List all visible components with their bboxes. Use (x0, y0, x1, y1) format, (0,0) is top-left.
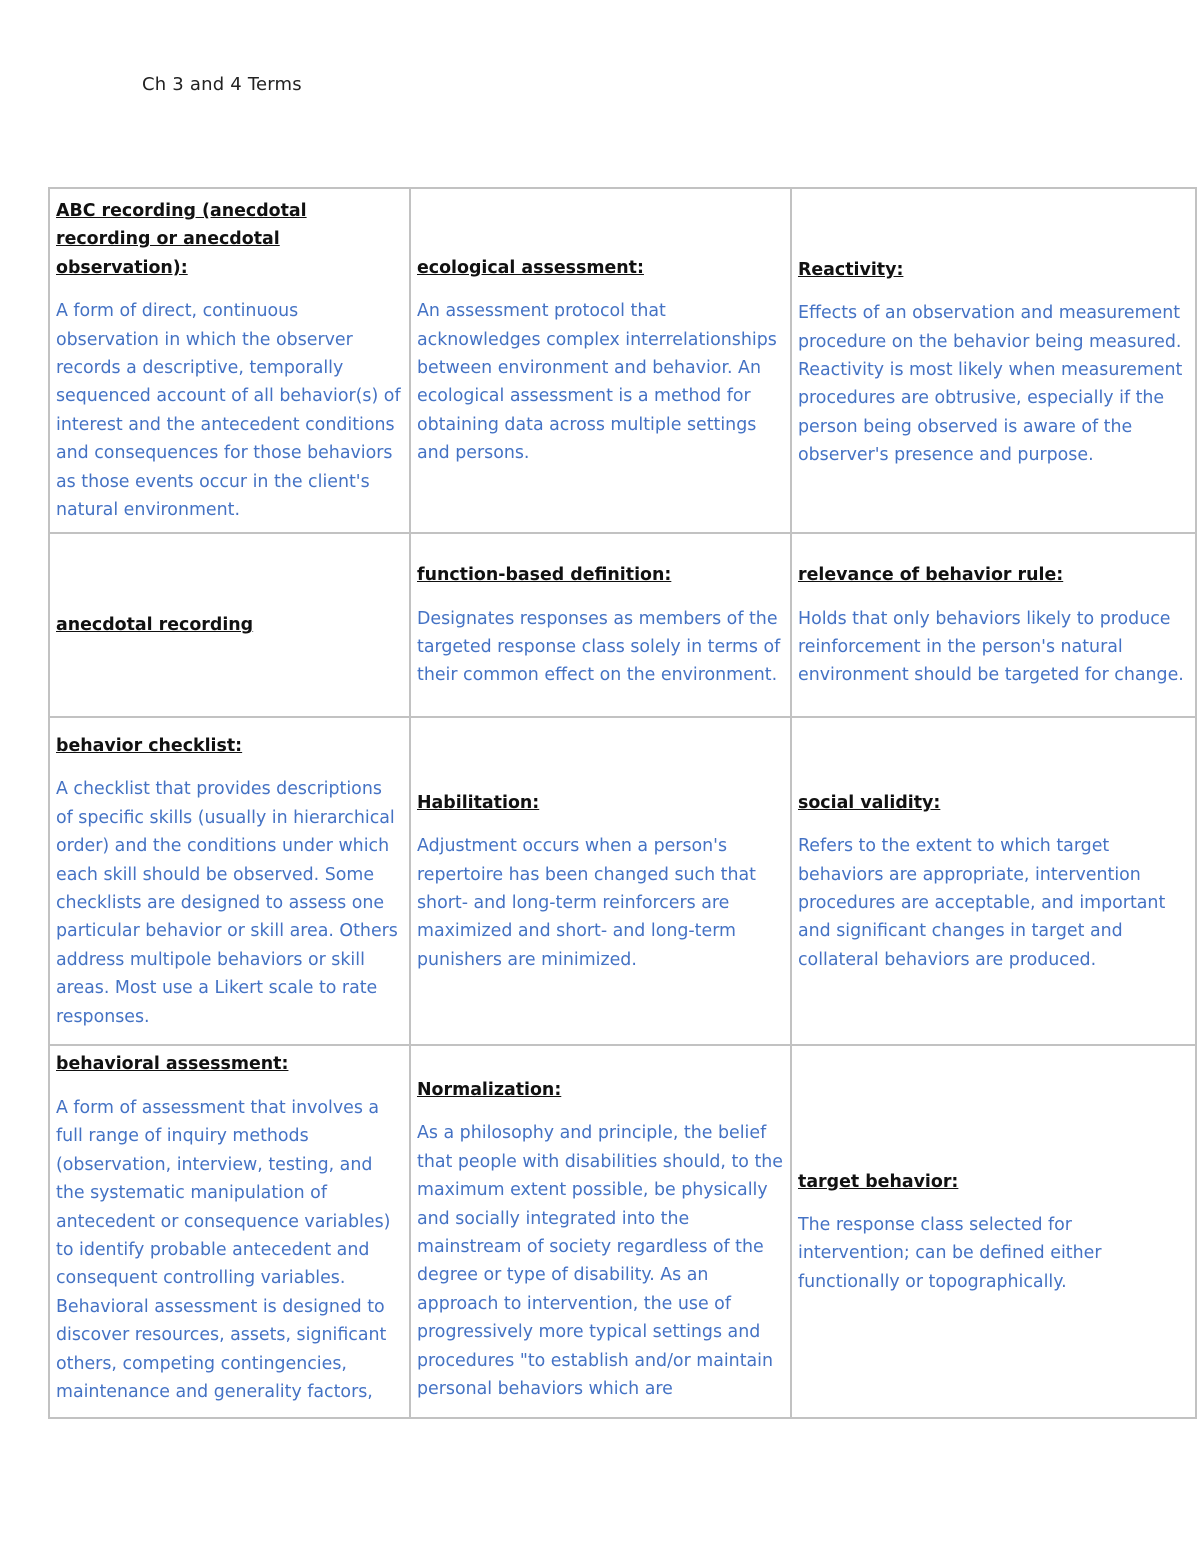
term-heading: Habilitation: (417, 792, 540, 813)
term-definition: As a philosophy and principle, the belief that people with disabilities should, to the maximum extent possible, be physically and socially integrated into the mainstream of society regardless of the degree or type of disability. As an approach to intervention, the use of progressively more typical settings and procedures "to establish and/or maintain personal behaviors which are (417, 1123, 784, 1400)
term-definition: An assessment protocol that acknowledges complex interrelationships between environment and behavior. An ecological assessment is a method for obtaining data across multiple settings and persons. (417, 301, 777, 464)
term-cell-ecological-assessment (410, 188, 791, 533)
term-definition: A form of direct, continuous observation in which the observer records a descriptive, temporally sequenced account of all behavior(s) of interest and the antecedent conditions and consequences for those behaviors as those events occur in the client's natural environment. (56, 301, 401, 521)
term-heading: ABC recording (anecdotal recording or anecdotal observation): (56, 201, 307, 278)
term-cell-behavior-checklist (49, 717, 410, 1045)
table-row (49, 533, 1196, 717)
table-row (49, 1045, 1196, 1418)
term-cell-relevance-of-behavior-rule (791, 533, 1196, 717)
term-cell-reactivity (791, 188, 1196, 533)
term-cell-normalization (410, 1045, 791, 1418)
table-row (49, 717, 1196, 1045)
term-cell-habilitation (410, 717, 791, 1045)
table-row (49, 188, 1196, 533)
term-heading: social validity: (798, 792, 941, 813)
term-definition: Holds that only behaviors likely to produce reinforcement in the person's natural environment should be targeted for change. (798, 608, 1184, 686)
term-heading: Normalization: (417, 1080, 562, 1100)
document-title: Ch 3 and 4 Terms (142, 74, 302, 95)
term-cell-social-validity (791, 717, 1196, 1045)
term-definition: The response class selected for intervention; can be defined either functionally or topographically. (798, 1215, 1102, 1292)
term-cell-abc-recording (49, 188, 410, 533)
term-heading: behavior checklist: (56, 735, 243, 756)
term-cell-function-based-definition (410, 533, 791, 717)
term-heading: Reactivity: (798, 259, 904, 280)
term-definition: Refers to the extent to which target behaviors are appropriate, intervention procedures are acceptable, and important and significant changes in target and collateral behaviors are produced. (798, 836, 1166, 970)
term-cell-behavioral-assessment (49, 1045, 410, 1418)
term-definition: Effects of an observation and measurement procedure on the behavior being measured. Reactivity is most likely when measurement procedures are obtrusive, especially if the person being observed is aware of the observer's presence and purpose. (798, 303, 1183, 466)
term-cell-target-behavior (791, 1045, 1196, 1418)
term-definition: A form of assessment that involves a full range of inquiry methods (observation, interview, testing, and the systematic manipulation of antecedent or consequence variables) to identify probable antecedent and consequent controlling variables. Behavioral assessment is designed to discover resources, assets, significant others, competing contingencies, maintenance and generality factors, (56, 1097, 391, 1402)
term-heading: ecological assessment: (417, 257, 644, 278)
term-heading: behavioral assessment: (56, 1054, 289, 1075)
term-heading: relevance of behavior rule: (798, 565, 1064, 586)
term-definition: Adjustment occurs when a person's repertoire has been changed such that short- and long-term reinforcers are maximized and short- and long-term punishers are minimized. (417, 836, 756, 970)
term-cell-anecdotal-recording (49, 533, 410, 717)
term-heading: target behavior: (798, 1171, 959, 1192)
terms-table (48, 187, 1197, 1419)
term-definition: A checklist that provides descriptions of specific skills (usually in hierarchical order) and the conditions under which each skill should be observed. Some checklists are designed to assess one particular behavior or skill area. Others address multipole behaviors or skill areas. Most use a Likert scale to rate responses. (56, 779, 398, 1027)
term-heading: anecdotal recording (56, 615, 254, 636)
term-heading: function-based definition: (417, 565, 672, 586)
term-definition: Designates responses as members of the targeted response class solely in terms of their common effect on the environment. (417, 608, 781, 686)
